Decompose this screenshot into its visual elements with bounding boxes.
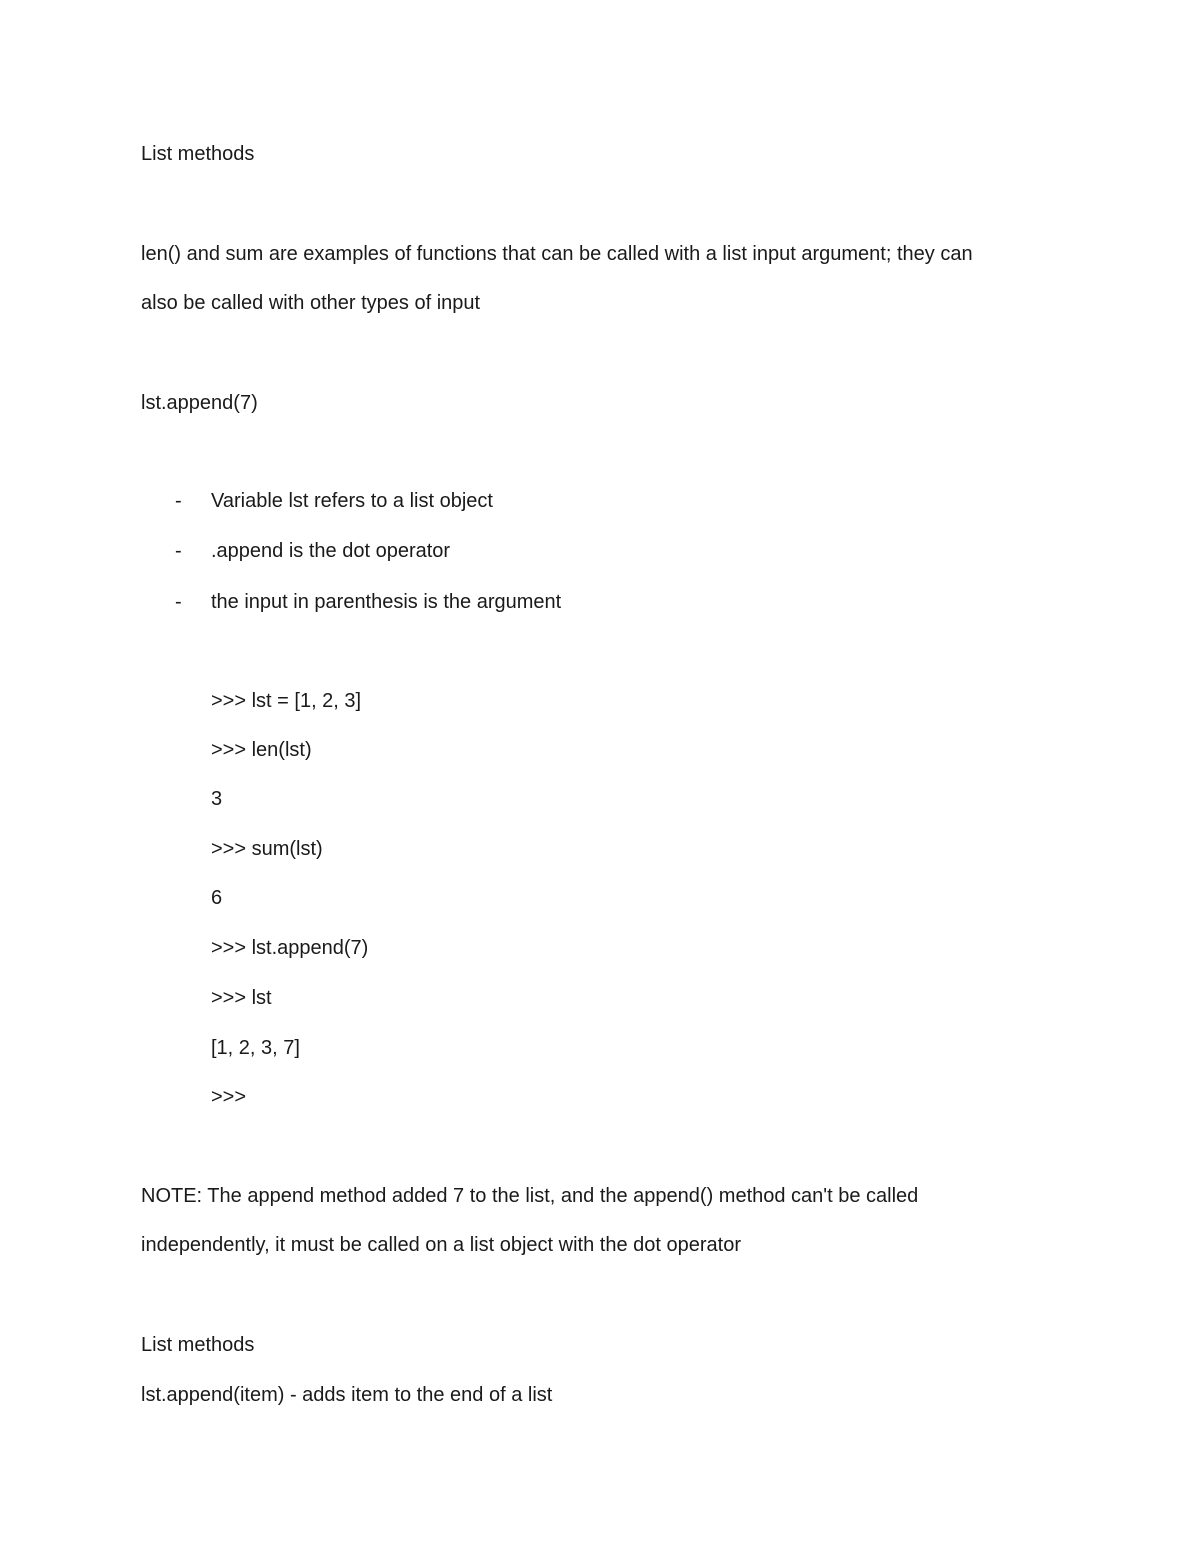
- bullet-text: Variable lst refers to a list object: [211, 490, 493, 512]
- note-line-1: NOTE: The append method added 7 to the list, and the append() method can't be called: [141, 1185, 919, 1207]
- intro-line-1: len() and sum are examples of functions that can be called with a list input argument; they can: [141, 243, 973, 265]
- code-line: >>> len(lst): [211, 739, 312, 761]
- code-line: 6: [211, 887, 223, 909]
- method-description: lst.append(item) - adds item to the end of a list: [141, 1384, 553, 1406]
- bullet-marker: -: [175, 490, 182, 512]
- bullet-text: the input in parenthesis is the argument: [211, 591, 562, 613]
- bullet-marker: -: [175, 540, 182, 562]
- note-line-2: independently, it must be called on a list object with the dot operator: [141, 1234, 741, 1256]
- example-call: lst.append(7): [141, 392, 258, 414]
- bullet-marker: -: [175, 591, 182, 613]
- code-line: [1, 2, 3, 7]: [211, 1037, 300, 1059]
- section-heading: List methods: [141, 1334, 255, 1356]
- code-line: >>> lst = [1, 2, 3]: [211, 690, 362, 712]
- code-line: 3: [211, 788, 223, 810]
- code-line: >>> lst: [211, 987, 272, 1009]
- bullet-text: .append is the dot operator: [211, 540, 451, 562]
- code-line: >>> sum(lst): [211, 838, 323, 860]
- page-heading: List methods: [141, 143, 255, 165]
- code-line: >>>: [211, 1086, 247, 1108]
- code-line: >>> lst.append(7): [211, 937, 369, 959]
- intro-line-2: also be called with other types of input: [141, 292, 481, 314]
